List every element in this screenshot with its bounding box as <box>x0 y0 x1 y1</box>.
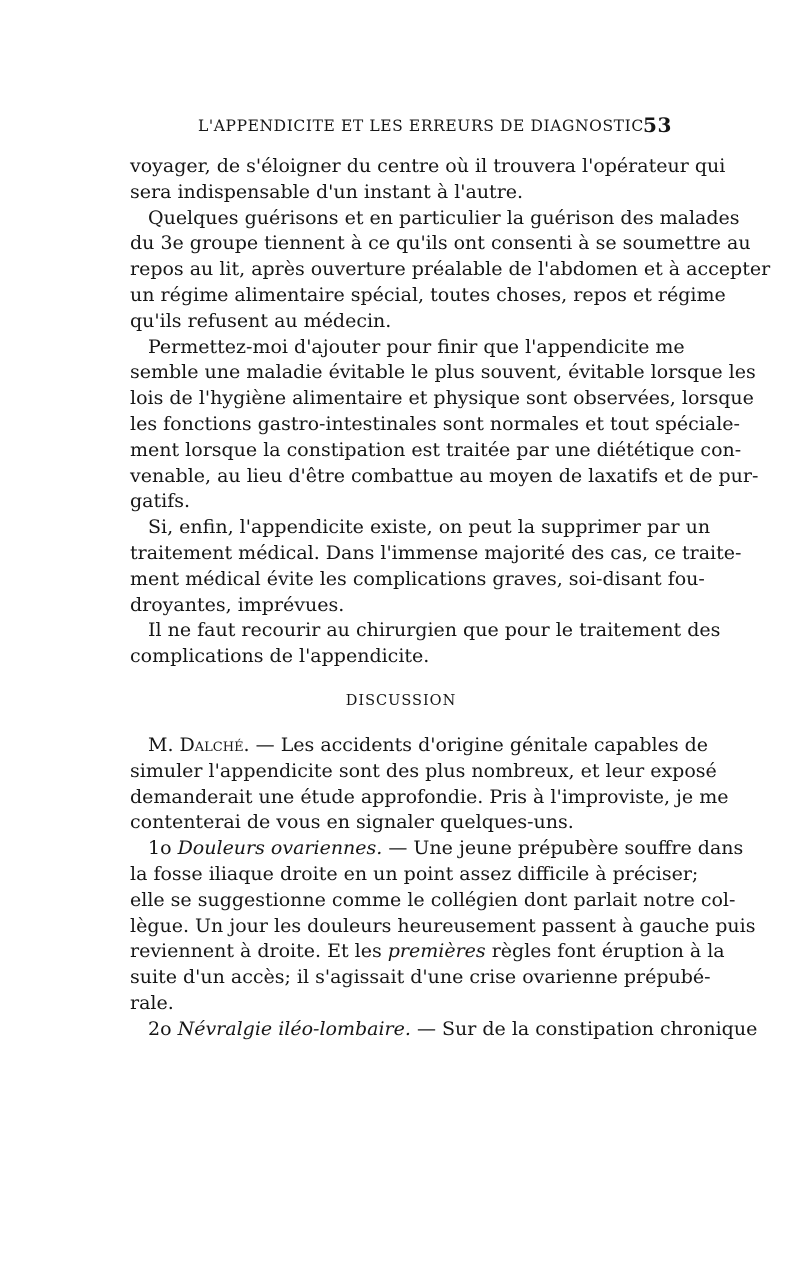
list-number: 1o <box>148 837 178 860</box>
text-run: — Une jeune prépubère souffre dans <box>382 837 744 860</box>
text-line: du 3e groupe tiennent à ce qu'ils ont consenti à se soumettre au <box>130 232 751 255</box>
text-line: sera indispensable d'un instant à l'autre. <box>130 180 524 203</box>
section-heading: DISCUSSION <box>345 693 457 709</box>
text-line: complications de l'appendicite. <box>130 645 430 668</box>
text-line: la fosse iliaque droite en un point assez difficile à préciser; <box>130 862 699 885</box>
body-text-block-2 <box>130 733 758 1043</box>
text-line: suite d'un accès; il s'agissait d'une crise ovarienne prépubé- <box>130 966 711 989</box>
speaker-name: M. Dalché. <box>148 734 250 756</box>
text-line: simuler l'appendicite sont des plus nombreux, et leur exposé <box>130 759 717 782</box>
text-line: Quelques guérisons et en particulier la guérison des malades <box>148 206 740 229</box>
text-line: lois de l'hygiène alimentaire et physique sont observées, lorsque <box>130 387 754 410</box>
text-line: Il ne faut recourir au chirurgien que pour le traitement des <box>148 619 721 642</box>
text-line: voyager, de s'éloigner du centre où il trouvera l'opérateur qui <box>130 155 726 177</box>
text-line: semble une maladie évitable le plus souvent, évitable lorsque les <box>130 361 756 384</box>
italic-word: premières <box>387 940 486 963</box>
text-line: venable, au lieu d'être combattue au moyen de laxatifs et de pur- <box>130 464 759 487</box>
text-line: elle se suggestionne comme le collégien dont parlait notre col- <box>130 888 736 911</box>
text-line <box>130 1017 758 1043</box>
text-run: reviennent à droite. Et les <box>130 940 388 963</box>
text-run: règles font éruption à la <box>485 940 725 963</box>
text-line: traitement médical. Dans l'immense majorité des cas, ce traite- <box>130 541 742 564</box>
text-line <box>130 939 725 965</box>
text-line: repos au lit, après ouverture préalable de l'abdomen et à accepter <box>130 258 771 281</box>
text-line <box>130 836 744 862</box>
text-line: ment médical évite les complications graves, soi-disant fou- <box>130 567 705 590</box>
italic-heading: Névralgie iléo-lombaire. <box>177 1017 411 1040</box>
page-number: 53 <box>642 113 672 137</box>
text-run: — Sur de la constipation chronique <box>410 1017 758 1040</box>
text-line: ment lorsque la constipation est traitée par une diététique con- <box>130 438 742 461</box>
text-line: lègue. Un jour les douleurs heureusement passent à gauche puis <box>130 914 756 937</box>
text-line: qu'ils refusent au médecin. <box>130 309 392 332</box>
text-line: contenterai de vous en signaler quelques-uns. <box>130 811 574 834</box>
text-line <box>130 733 709 759</box>
running-header <box>130 113 672 139</box>
text-line: gatifs. <box>130 490 191 513</box>
italic-heading: Douleurs ovariennes. <box>177 837 383 860</box>
text-line: Permettez-moi d'ajouter pour finir que l'appendicite me <box>148 335 685 358</box>
text-line: les fonctions gastro-intestinales sont normales et tout spéciale- <box>130 412 740 435</box>
text-line: droyantes, imprévues. <box>130 593 345 616</box>
text-line: Si, enfin, l'appendicite existe, on peut la supprimer par un <box>148 516 711 539</box>
body-text-block-1 <box>130 154 771 670</box>
text-line: un régime alimentaire spécial, toutes choses, repos et régime <box>130 283 726 306</box>
running-title: L'APPENDICITE ET LES ERREURS DE DIAGNOSTIC <box>198 117 644 135</box>
text-line: demanderait une étude approfondie. Pris à l'improviste, je me <box>130 785 729 808</box>
text-run: — Les accidents d'origine génitale capables de <box>249 734 709 756</box>
text-line: rale. <box>130 991 174 1014</box>
list-number: 2o <box>148 1017 178 1040</box>
